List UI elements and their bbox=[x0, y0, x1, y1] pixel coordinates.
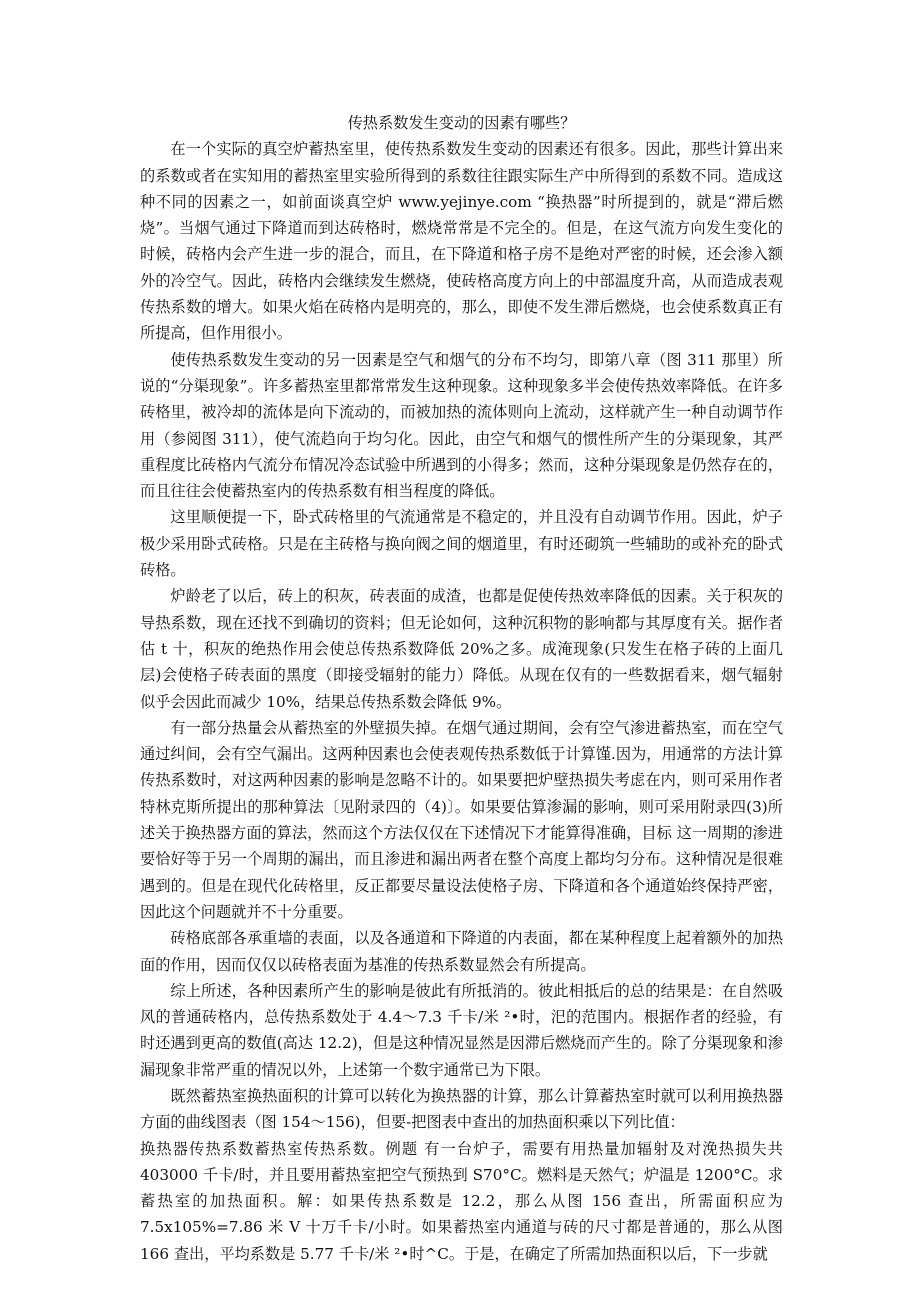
paragraph-4: 炉龄老了以后，砖上的积灰，砖表面的成渣，也都是促使传热效率降低的因素。关于积灰的导热系数，现在还找不到确切的资料；但无论如何，这种沉积物的影响都与其厚度有关。据作者估 t 十，积灰的绝热作用会使总传热系数降低 20%之多。成淹现象(只发生在格子砖的上面几层)会使格子砖表面的黑度（即接受辐射的能力）降低。从现在仅有的一些数据看来，烟气辐射似乎会因此而减少 10%，结果总传热系数会降低 9%。 bbox=[140, 587, 783, 711]
paragraph-5: 有一部分热量会从蓄热室的外壁损失掉。在烟气通过期间，会有空气渗进蓄热室，而在空气通过纠间，会有空气漏出。这两种因素也会使表观传热系数低于计算馑.因为，用通常的方法计算传热系数时，对这两种因素的影响是忽略不计的。如果要把炉壁热损失考虑在内，则可采用作者特林克斯所提出的那种算法〔见附录四的（4)〕。如果要估算渗漏的影响，则可采用附录四(3)所述关于换热器方面的算法，然而这个方法仅仅在下述情况下才能算得准确，目标 这一周期的渗进要恰好等于另一个周期的漏出，而且渗进和漏出两者在整个高度上都均匀分布。这种情况是很难遇到的。但是在现代化砖格里，反正都要尽量设法使格子房、下降道和各个通道始终保持严密，因此这个问题就并不十分重要。 bbox=[140, 718, 783, 921]
document-body bbox=[140, 110, 783, 1267]
paragraph-7: 综上所述，各种因素所产生的影响是彼此有所抵消的。彼此相抵后的总的结果是：在自然吸风的普通砖格内，总传热系数处于 4.4～7.3 千卡/米 ²•时，汜的范围内。根据作者的经验，有时还遇到更高的数值(高达 12.2)，但是这种情况显然是因滞后燃烧而产生的。除了分渠现象和渗漏现象非常严重的情况以外，上述第一个数宇通常已为下限。 bbox=[140, 981, 783, 1079]
paragraph-1: 在一个实际的真空炉蓄热室里，使传热系数发生变动的因素还有很多。因此，那些计算出来的系数或者在实知用的蓄热室里实验所得到的系数往往跟实际生产中所得到的系数不同。造成这种不同的因素之一，如前面谈真空炉 www.yejinye.com “换热器”时所提到的，就是“滞后燃烧”。当烟气通过下降道而到达砖格时，燃烧常常是不完全的。但是，在这气流方向发生变化的时候，砖格内会产生进一步的混合，而且，在下降道和格子房不是绝对严密的时候，还会渗入额外的冷空气。因此，砖格内会继续发生燃烧，使砖格高度方向上的中部温度升高，从而造成表观传热系数的增大。如果火焰在砖格内是明亮的，那么，即使不发生滞后燃烧，也会使系数真正有所提高，但作用很小。 bbox=[140, 140, 783, 343]
paragraph-9: 换热器传热系数蓄热室传热系数。例题 有一台炉子，需要有用热量加辐射及对浼热损失共 403000 千卡/时，并且要用蓄热室把空气预热到 S70°C。燃料是天然气；炉温是 1200°C。求蓄热室的加热面积。解：如果传热系数是 12.2，那么从图 156 查出，所需面积应为 7.5x105%=7.86 米 V 十万千卡/小时。如果蓄热室内通道与砖的尺寸都是普通的，那么从图 166 查出，平均系数是 5.77 千卡/米 ²•时^C。于是，在确定了所需加热面积以后，下一步就 bbox=[140, 1139, 783, 1263]
paragraph-2: 使传热系数发生变动的另一因素是空气和烟气的分布不均匀，即第八章（图 311 那里）所说的“分渠现象”。许多蓄热室里都常常发生这种现象。这种现象多半会使传热效率降低。在许多砖格里，被冷却的流体是向下流动的，而被加热的流体则向上流动，这样就产生一种自动调节作用（参阅图 311），使气流趋向于均匀化。因此，由空气和烟气的惯性所产生的分渠现象，其严重程度比砖格内气流分布情况冷态试验中所遇到的小得多；然而，这种分渠现象是仍然存在的，而且往往会使蓄热室内的传热系数有相当程度的降低。 bbox=[140, 350, 783, 501]
paragraph-8: 既然蓄热室换热面积的计算可以转化为换热器的计算，那么计算蓄热室时就可以利用换热器方面的曲线图表（图 154～156)，但要-把图表中查出的加热面积乘以下列比值： bbox=[140, 1086, 783, 1132]
document-title: 传热系数发生变动的因素有哪些？ bbox=[347, 114, 576, 132]
paragraph-6: 砖格底部各承重墙的表面，以及各通道和下降道的内表面，都在某种程度上起着额外的加热面的作用，因而仅仅以砖格表面为基准的传热系数显然会有所提高。 bbox=[140, 929, 783, 974]
paragraph-3: 这里顺便提一下，卧式砖格里的气流通常是不稳定的，并且没有自动调节作用。因此，炉子极少采用卧式砖格。只是在主砖格与换向阀之间的烟道里，有时还砌筑一些辅助的或补充的卧式砖格。 bbox=[140, 508, 783, 580]
